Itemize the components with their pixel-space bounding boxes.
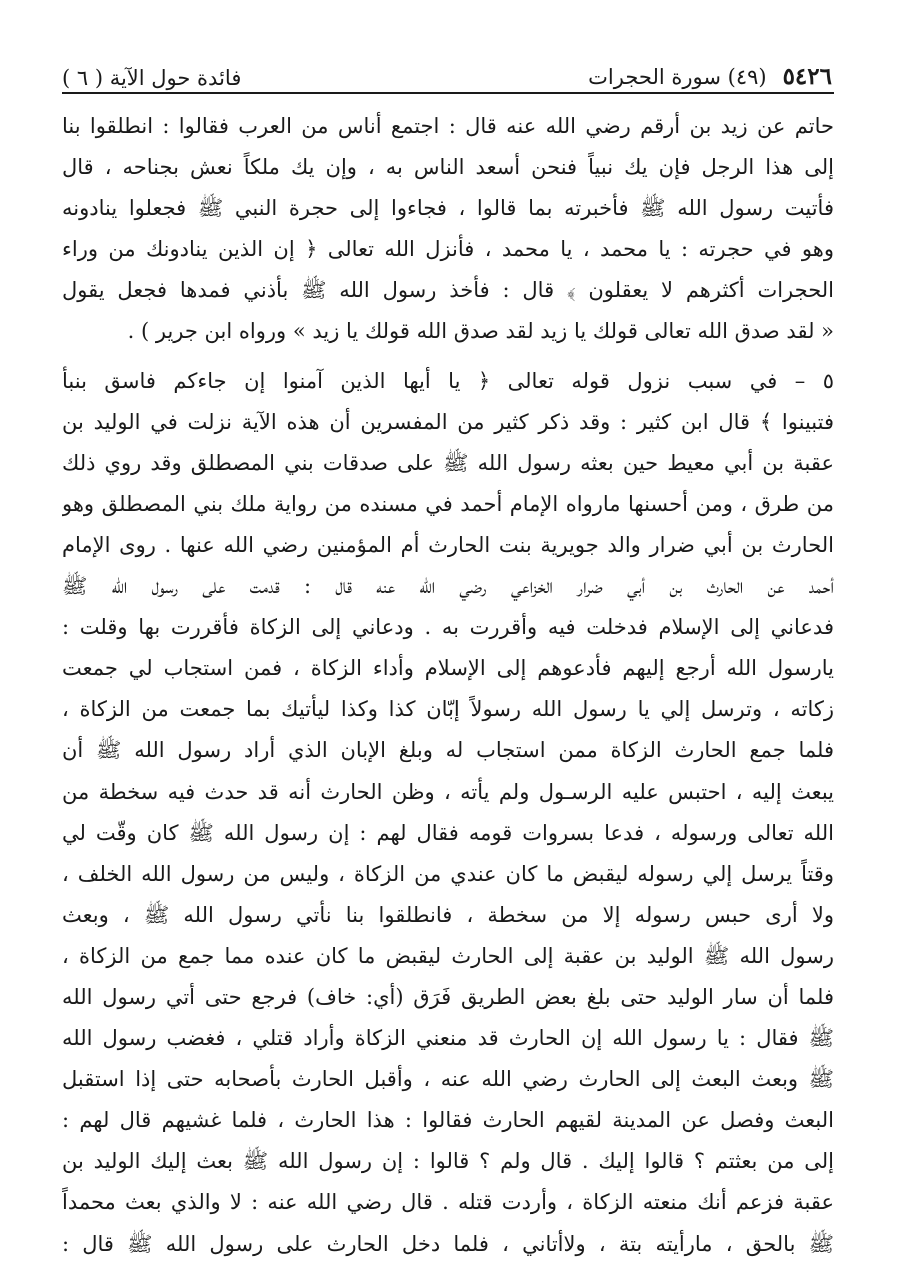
- section-title: فائدة حول الآية ( ٦ ): [62, 66, 242, 90]
- text-line: يبعث إليه ، احتبس عليه الرسـول ولم يأته ، وظن الحارث أنه قد حدث فيه سخطة من: [62, 779, 834, 804]
- text-line: ﷺ وبعث البعث إلى الحارث رضي الله عنه ، وأقبل الحارث بأصحابه حتى إذا استقبل: [62, 1067, 834, 1092]
- text-line: وقتاً يرسل إلي رسوله ليقبض ما كان عندي من الزكاة ، وليس من رسول الله الخلف ،: [62, 861, 834, 886]
- text-line: من طرق ، ومن أحسنها مارواه الإمام أحمد في مسنده من رواية ملك بني المصطلق وهو: [62, 491, 834, 516]
- text-line: رسول الله ﷺ الوليد بن عقبة إلى الحارث ليقبض ما كان عنده مما جمع من الزكاة ،: [62, 943, 834, 968]
- text-line: فدعاني إلى الإسلام فدخلت فيه وأقررت به . ودعاني إلى الزكاة فأقررت بها وقلت :: [62, 615, 834, 640]
- text-line: ﷺ بالحق ، مارأيته بتة ، ولاأتاني ، فلما دخل الحارث على رسول الله ﷺ قال :: [62, 1231, 834, 1256]
- header-divider: [62, 92, 834, 94]
- text-line: عقبة فزعم أنك منعته الزكاة ، وأردت قتله . قال رضي الله عنه : لا والذي بعث محمداً: [62, 1190, 834, 1215]
- text-line: يارسول الله أرجع إليهم فأدعوهم إلى الإسلام وأداء الزكاة ، فمن استجاب لي جمعت: [62, 656, 834, 681]
- text-line: فلما جمع الحارث الزكاة ممن استجاب له وبلغ الإبان الذي أراد رسول الله ﷺ أن: [62, 738, 834, 763]
- text-line: فتبينوا ﴾ قال ابن كثير : وقد ذكر كثير من المفسرين أن هذه الآية نزلت في الوليد بن: [62, 409, 834, 434]
- text-line: حاتم عن زيد بن أرقم رضي الله عنه قال : اجتمع أناس من العرب فقالوا : انطلقوا بنا: [62, 114, 834, 138]
- text-line: الحجرات أكثرهم لا يعقلون ﴾ قال : فأخذ رسول الله ﷺ بأذني فمدها فجعل يقول: [62, 278, 834, 303]
- page-body: [62, 106, 834, 1265]
- text-line: إلى هذا الرجل فإن يك نبياً فنحن أسعد الناس به ، وإن يك ملكاً نعش بجناحه ، قال: [62, 155, 834, 180]
- text-line: فلما أن سار الوليد حتى بلغ بعض الطريق فَرَق (أي: خاف) فرجع حتى أتي رسول الله: [62, 984, 834, 1009]
- text-line: الله تعالى ورسوله ، فدعا بسروات قومه فقال لهم : إن رسول الله ﷺ كان وقّت لي: [62, 820, 834, 845]
- text-line: إلى من بعثتم ؟ قالوا إليك . قال ولم ؟ قالوا : إن رسول الله ﷺ بعث إليك الوليد بن: [62, 1149, 834, 1174]
- text-line: وهو في حجرته : يا محمد ، يا محمد ، فأنزل الله تعالى ﴿ إن الذين ينادونك من وراء: [62, 237, 834, 262]
- text-line: البعث وفصل عن المدينة لقيهم الحارث فقالوا : هذا الحارث ، فلما غشيهم قال لهم :: [62, 1108, 834, 1133]
- page-header: [62, 54, 832, 90]
- text-line: زكاته ، وترسل إلي يا رسول الله رسولاً إبّان كذا وكذا ليأتيك بما جمعت من الزكاة ،: [62, 697, 834, 722]
- sura-title: (٤٩) سورة الحجرات: [588, 65, 767, 89]
- header-right: [588, 63, 832, 90]
- text-line: عقبة بن أبي معيط حين بعثه رسول الله ﷺ على صدقات بني المصطلق وقد روي ذلك: [62, 450, 834, 475]
- text-line: الحارث بن أبي ضرار والد جويرية بنت الحارث أم المؤمنين رضي الله عنها . روى الإمام: [62, 532, 834, 557]
- text-line: فأتيت رسول الله ﷺ فأخبرته بما قالوا ، فجاءوا إلى حجرة النبي ﷺ فجعلوا ينادونه: [62, 196, 834, 221]
- text-line: ولا أرى حبس رسوله إلا من سخطة ، فانطلقوا بنا نأتي رسول الله ﷺ ، وبعث: [62, 902, 834, 927]
- text-line: « لقد صدق الله تعالى قولك يا زيد لقد صدق الله قولك يا زيد » ورواه ابن جرير ) .: [127, 319, 834, 344]
- text-line: ٥ – في سبب نزول قوله تعالى ﴿ يا أيها الذين آمنوا إن جاءكم فاسق بنبأ: [62, 368, 834, 393]
- text-line: ﷺ فقال : يا رسول الله إن الحارث قد منعني الزكاة وأراد قتلي ، فغضب رسول الله: [62, 1026, 834, 1051]
- page-number: ٥٤٢٦: [782, 63, 832, 90]
- text-line: أحمد عن الحارث بن أبي ضرار الخزاعي رضي الله عنه قال : قدمت على رسول الله ﷺ: [62, 574, 834, 599]
